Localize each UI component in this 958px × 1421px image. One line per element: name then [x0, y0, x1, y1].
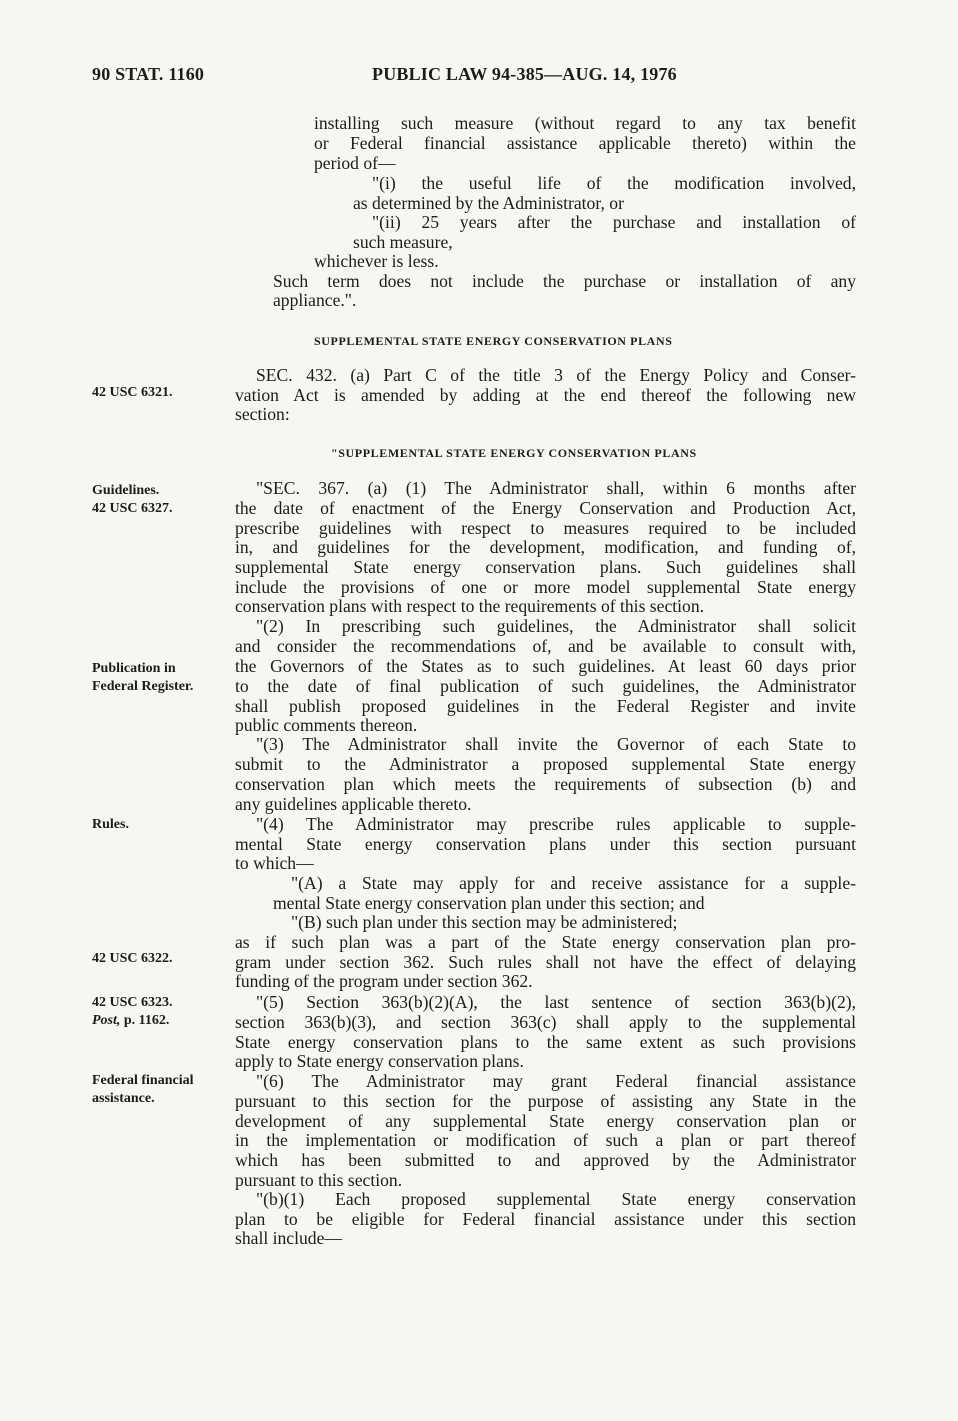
text-line: which has been submitted to and approved by the Administrator: [235, 1150, 856, 1170]
page-stat-number: 90 STAT. 1160: [92, 64, 205, 84]
text-line: conservation plan which meets the requirements of subsection (b) and: [235, 774, 856, 794]
text-line: "(6) The Administrator may grant Federal financial assistance: [256, 1071, 856, 1091]
text-line: "(4) The Administrator may prescribe rules applicable to supple-: [256, 814, 856, 834]
text-line: "SEC. 367. (a) (1) The Administrator shall, within 6 months after: [256, 478, 856, 498]
text-line: pursuant to this section.: [235, 1170, 403, 1190]
text-line: any guidelines applicable thereto.: [235, 794, 472, 814]
margin-note-guidelines: Guidelines.: [92, 483, 160, 498]
section-heading: "SUPPLEMENTAL STATE ENERGY CONSERVATION PLANS: [331, 446, 697, 460]
text-line: include the provisions of one or more model supplemental State energy: [235, 577, 856, 597]
text-line: section 363(b)(3), and section 363(c) shall apply to the supplemental: [235, 1012, 856, 1032]
text-line: the date of enactment of the Energy Conservation and Production Act,: [235, 498, 856, 518]
text-line: "(3) The Administrator shall invite the Governor of each State to: [256, 734, 856, 754]
page-law-header: PUBLIC LAW 94-385—AUG. 14, 1976: [372, 64, 677, 84]
margin-note-post-word: Post,: [92, 1013, 121, 1028]
text-line: SEC. 432. (a) Part C of the title 3 of the Energy Policy and Conser-: [256, 365, 856, 385]
text-line: "(i) the useful life of the modification involved,: [372, 173, 856, 193]
section-heading: SUPPLEMENTAL STATE ENERGY CONSERVATION PLANS: [314, 334, 673, 348]
text-line: "(B) such plan under this section may be administered;: [291, 912, 678, 932]
text-line: or Federal financial assistance applicable thereto) within the: [314, 133, 856, 153]
margin-note-federal-1: Federal financial: [92, 1073, 194, 1088]
text-line: in the implementation or modification of such a plan or part thereof: [235, 1130, 856, 1150]
text-line: "(A) a State may apply for and receive assistance for a supple-: [291, 873, 856, 893]
margin-note-federal-2: assistance.: [92, 1091, 155, 1106]
text-line: as if such plan was a part of the State energy conservation plan pro-: [235, 932, 856, 952]
margin-note-usc-6327: 42 USC 6327.: [92, 501, 173, 516]
text-line: "(2) In prescribing such guidelines, the Administrator shall solicit: [256, 616, 856, 636]
text-line: shall include—: [235, 1228, 343, 1248]
text-line: section:: [235, 404, 290, 424]
margin-note-publication-2: Federal Register.: [92, 679, 194, 694]
margin-note-usc-6323: 42 USC 6323.: [92, 995, 173, 1010]
margin-note-usc-6321: 42 USC 6321.: [92, 385, 173, 400]
margin-note-post-page: p. 1162.: [120, 1013, 170, 1028]
text-line: prescribe guidelines with respect to measures required to be included: [235, 518, 856, 538]
text-line: in, and guidelines for the development, modification, and funding of,: [235, 537, 856, 557]
text-line: to which—: [235, 853, 314, 873]
margin-note-rules: Rules.: [92, 817, 129, 832]
margin-note-post: [92, 1012, 169, 1030]
text-line: mental State energy conservation plan under this section; and: [273, 893, 705, 913]
text-line: mental State energy conservation plans under this section pursuant: [235, 834, 856, 854]
text-line: supplemental State energy conservation plans. Such guidelines shall: [235, 557, 856, 577]
text-line: development of any supplemental State energy conservation plan or: [235, 1111, 856, 1131]
text-line: conservation plans with respect to the requirements of this section.: [235, 596, 705, 616]
text-line: apply to State energy conservation plans.: [235, 1051, 524, 1071]
text-line: Such term does not include the purchase or installation of any: [273, 271, 856, 291]
text-line: gram under section 362. Such rules shall not have the effect of delaying: [235, 952, 856, 972]
text-line: "(5) Section 363(b)(2)(A), the last sentence of section 363(b)(2),: [256, 992, 856, 1012]
text-line: State energy conservation plans to the same extent as such provisions: [235, 1032, 856, 1052]
text-line: as determined by the Administrator, or: [353, 193, 624, 213]
text-line: funding of the program under section 362.: [235, 971, 533, 991]
margin-note-usc-6322: 42 USC 6322.: [92, 951, 173, 966]
text-line: submit to the Administrator a proposed supplemental State energy: [235, 754, 856, 774]
text-line: the Governors of the States as to such guidelines. At least 60 days prior: [235, 656, 856, 676]
text-line: "(b)(1) Each proposed supplemental State energy conservation: [256, 1189, 856, 1209]
text-line: pursuant to this section for the purpose of assisting any State in the: [235, 1091, 856, 1111]
text-line: and consider the recommendations of, and be available to consult with,: [235, 636, 856, 656]
text-line: installing such measure (without regard to any tax benefit: [314, 113, 856, 133]
text-line: appliance.".: [273, 290, 357, 310]
text-line: vation Act is amended by adding at the end thereof the following new: [235, 385, 856, 405]
text-line: "(ii) 25 years after the purchase and installation of: [372, 212, 856, 232]
text-line: to the date of final publication of such guidelines, the Administrator: [235, 676, 856, 696]
text-line: such measure,: [353, 232, 453, 252]
text-line: public comments thereon.: [235, 715, 418, 735]
margin-note-publication-1: Publication in: [92, 661, 176, 676]
text-line: plan to be eligible for Federal financial assistance under this section: [235, 1209, 856, 1229]
text-line: period of—: [314, 153, 396, 173]
text-line: whichever is less.: [314, 251, 439, 271]
text-line: shall publish proposed guidelines in the Federal Register and invite: [235, 696, 856, 716]
